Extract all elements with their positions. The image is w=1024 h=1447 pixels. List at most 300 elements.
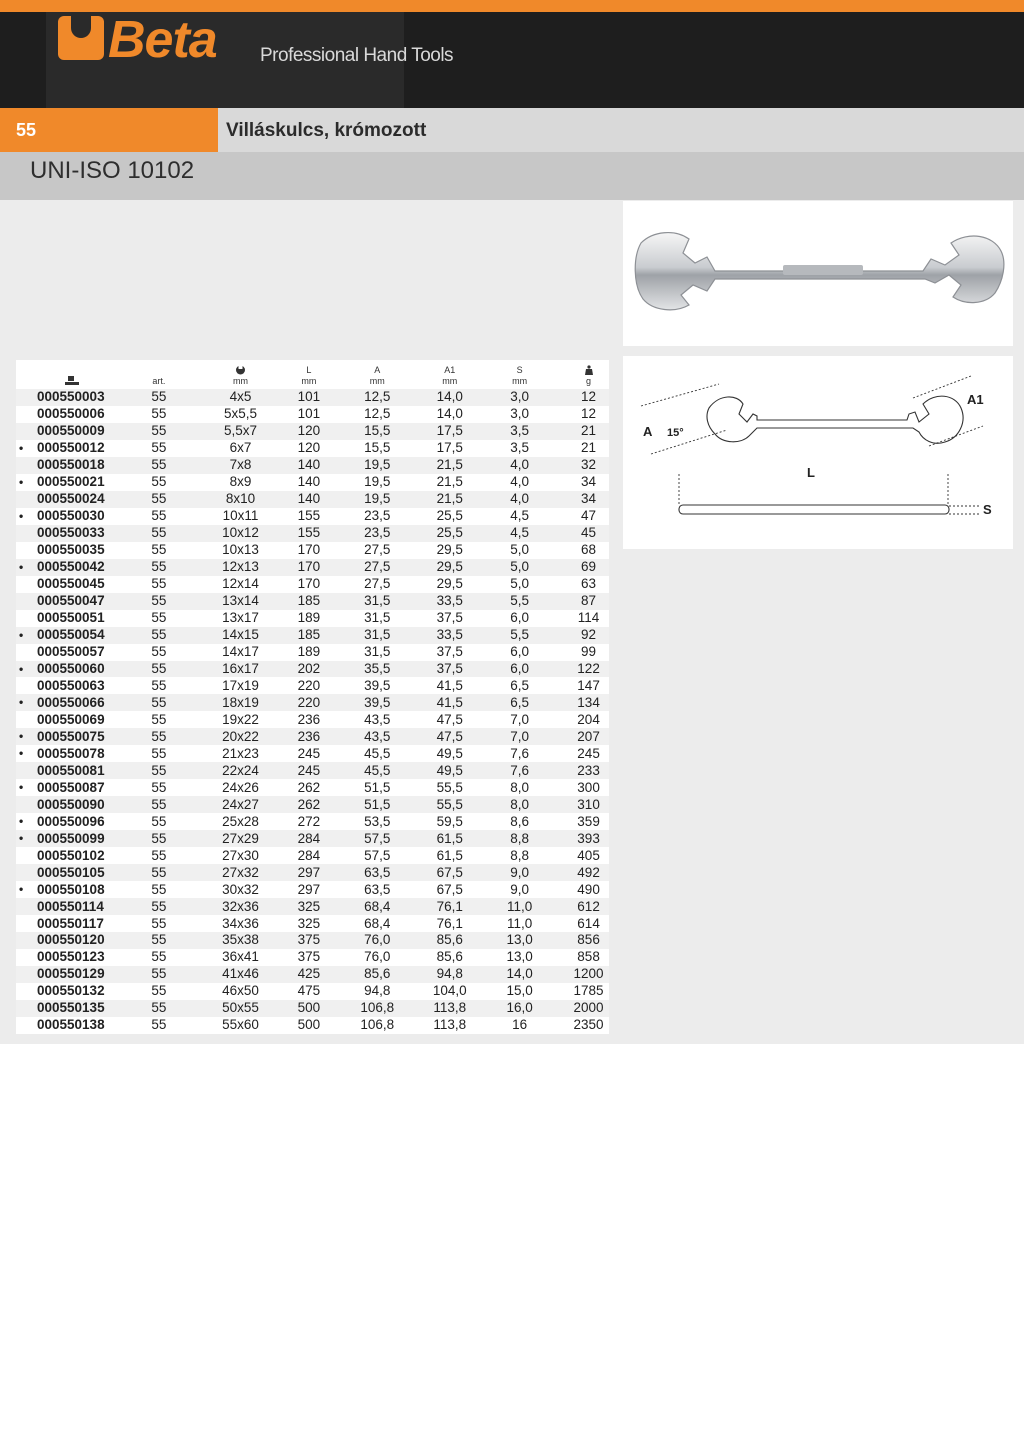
cell-code xyxy=(16,542,128,559)
cell-s: 9,0 xyxy=(471,864,568,881)
cell-size: 13x17 xyxy=(190,610,292,627)
item-code: 000550042 xyxy=(37,559,105,575)
cell-a: 63,5 xyxy=(326,864,428,881)
cell-a: 85,6 xyxy=(326,966,428,983)
cell-g: 393 xyxy=(568,830,609,847)
cell-code xyxy=(16,661,128,678)
catalog-number: 55 xyxy=(16,120,37,140)
cell-art: 55 xyxy=(128,847,189,864)
table-row xyxy=(16,1000,609,1017)
cell-code xyxy=(16,762,128,779)
cell-l: 375 xyxy=(292,932,327,949)
wrench-size-icon xyxy=(235,365,246,375)
cell-size: 8x9 xyxy=(190,474,292,491)
item-code: 000550045 xyxy=(37,576,105,592)
cell-art: 55 xyxy=(128,542,189,559)
cell-l: 140 xyxy=(292,474,327,491)
cell-s: 6,0 xyxy=(471,644,568,661)
cell-a: 39,5 xyxy=(326,694,428,711)
cell-size: 41x46 xyxy=(190,966,292,983)
cell-art: 55 xyxy=(128,440,189,457)
cell-g: 99 xyxy=(568,644,609,661)
cell-g: 300 xyxy=(568,779,609,796)
cell-size: 14x15 xyxy=(190,627,292,644)
cell-l: 272 xyxy=(292,813,327,830)
cell-l: 297 xyxy=(292,864,327,881)
cell-a1: 37,5 xyxy=(428,644,471,661)
cell-size: 19x22 xyxy=(190,711,292,728)
cell-l: 475 xyxy=(292,983,327,1000)
cell-s: 3,0 xyxy=(471,406,568,423)
cell-art: 55 xyxy=(128,593,189,610)
cell-a: 31,5 xyxy=(326,644,428,661)
table-row xyxy=(16,949,609,966)
item-code: 000550096 xyxy=(37,813,105,829)
cell-size: 14x17 xyxy=(190,644,292,661)
cell-a1: 94,8 xyxy=(428,966,471,983)
cell-s: 3,0 xyxy=(471,389,568,406)
bullet-icon: • xyxy=(19,627,24,642)
cell-code xyxy=(16,1000,128,1017)
cell-g: 2000 xyxy=(568,1000,609,1017)
cell-a1: 49,5 xyxy=(428,745,471,762)
cell-a1: 55,5 xyxy=(428,779,471,796)
cell-s: 4,0 xyxy=(471,491,568,508)
cell-g: 122 xyxy=(568,661,609,678)
cell-art: 55 xyxy=(128,576,189,593)
cell-code xyxy=(16,610,128,627)
cell-s: 6,0 xyxy=(471,610,568,627)
table-row xyxy=(16,728,609,745)
cell-code xyxy=(16,389,128,406)
cell-a: 23,5 xyxy=(326,525,428,542)
cell-size: 24x27 xyxy=(190,796,292,813)
cell-a: 27,5 xyxy=(326,542,428,559)
cell-art: 55 xyxy=(128,677,189,694)
cell-a: 63,5 xyxy=(326,881,428,898)
bullet-icon: • xyxy=(19,508,24,523)
cell-s: 4,0 xyxy=(471,457,568,474)
cell-a1: 59,5 xyxy=(428,813,471,830)
cell-a: 31,5 xyxy=(326,610,428,627)
item-code: 000550066 xyxy=(37,694,105,710)
cell-art: 55 xyxy=(128,932,189,949)
cell-s: 4,5 xyxy=(471,525,568,542)
col-l-header: L mm xyxy=(301,365,317,386)
cell-size: 36x41 xyxy=(190,949,292,966)
cell-art: 55 xyxy=(128,559,189,576)
cell-s: 13,0 xyxy=(471,932,568,949)
bullet-icon: • xyxy=(19,695,24,710)
col-size-header: mm xyxy=(190,360,292,389)
cell-code xyxy=(16,525,128,542)
cell-a: 27,5 xyxy=(326,576,428,593)
bullet-icon: • xyxy=(19,780,24,795)
table-row xyxy=(16,491,609,508)
cell-art: 55 xyxy=(128,949,189,966)
cell-size: 18x19 xyxy=(190,694,292,711)
item-code: 000550090 xyxy=(37,796,105,812)
weight-icon xyxy=(585,365,593,375)
table-row xyxy=(16,864,609,881)
cell-code xyxy=(16,677,128,694)
cell-art: 55 xyxy=(128,728,189,745)
cell-g: 92 xyxy=(568,627,609,644)
item-code: 000550114 xyxy=(37,898,104,914)
cell-art: 55 xyxy=(128,966,189,983)
dim-a-label: A xyxy=(643,424,653,439)
item-code: 000550087 xyxy=(37,779,105,795)
cell-art: 55 xyxy=(128,711,189,728)
cell-art: 55 xyxy=(128,474,189,491)
cell-g: 490 xyxy=(568,881,609,898)
cell-art: 55 xyxy=(128,694,189,711)
cell-size: 4x5 xyxy=(190,389,292,406)
cell-s: 8,6 xyxy=(471,813,568,830)
cell-code xyxy=(16,474,128,491)
cell-a: 106,8 xyxy=(326,1017,428,1034)
cell-s: 5,0 xyxy=(471,559,568,576)
cell-a: 12,5 xyxy=(326,406,428,423)
cell-s: 7,6 xyxy=(471,745,568,762)
cell-a: 19,5 xyxy=(326,491,428,508)
cell-art: 55 xyxy=(128,457,189,474)
cell-size: 5,5x7 xyxy=(190,423,292,440)
cell-size: 13x14 xyxy=(190,593,292,610)
cell-g: 856 xyxy=(568,932,609,949)
technical-drawing xyxy=(623,356,1013,549)
cell-l: 425 xyxy=(292,966,327,983)
cell-a1: 85,6 xyxy=(428,949,471,966)
cell-l: 170 xyxy=(292,542,327,559)
cell-l: 120 xyxy=(292,423,327,440)
table-row xyxy=(16,915,609,932)
bullet-icon: • xyxy=(19,882,24,897)
cell-size: 27x29 xyxy=(190,830,292,847)
cell-code xyxy=(16,966,128,983)
col-code-header xyxy=(16,360,128,389)
wrench-dimension-diagram xyxy=(623,356,1013,549)
cell-size: 21x23 xyxy=(190,745,292,762)
bullet-icon: • xyxy=(19,440,24,455)
cell-s: 5,5 xyxy=(471,627,568,644)
cell-s: 5,0 xyxy=(471,542,568,559)
cell-code xyxy=(16,423,128,440)
cell-l: 262 xyxy=(292,779,327,796)
cell-size: 24x26 xyxy=(190,779,292,796)
table-row xyxy=(16,966,609,983)
wrench-photo-icon xyxy=(623,201,1013,346)
col-s-header: S mm xyxy=(512,365,528,386)
cell-l: 245 xyxy=(292,762,327,779)
item-code: 000550009 xyxy=(37,423,105,439)
cell-size: 10x12 xyxy=(190,525,292,542)
cell-size: 20x22 xyxy=(190,728,292,745)
cell-art: 55 xyxy=(128,864,189,881)
cell-l: 140 xyxy=(292,491,327,508)
cell-g: 32 xyxy=(568,457,609,474)
item-code: 000550047 xyxy=(37,593,105,609)
cell-art: 55 xyxy=(128,983,189,1000)
item-code: 000550006 xyxy=(37,406,105,422)
table-row xyxy=(16,644,609,661)
item-code: 000550018 xyxy=(37,457,105,473)
table-row xyxy=(16,881,609,898)
brand-tagline: Professional Hand Tools xyxy=(260,45,454,66)
item-code: 000550003 xyxy=(37,389,105,405)
cell-s: 14,0 xyxy=(471,966,568,983)
cell-l: 220 xyxy=(292,694,327,711)
cell-a1: 47,5 xyxy=(428,728,471,745)
cell-code xyxy=(16,559,128,576)
cell-s: 7,0 xyxy=(471,728,568,745)
cell-g: 34 xyxy=(568,491,609,508)
cell-a1: 29,5 xyxy=(428,542,471,559)
cell-a: 106,8 xyxy=(326,1000,428,1017)
cell-g: 63 xyxy=(568,576,609,593)
cell-l: 297 xyxy=(292,881,327,898)
cell-art: 55 xyxy=(128,389,189,406)
cell-a1: 104,0 xyxy=(428,983,471,1000)
cell-code xyxy=(16,627,128,644)
cell-code xyxy=(16,440,128,457)
cell-l: 101 xyxy=(292,389,327,406)
cell-a: 27,5 xyxy=(326,559,428,576)
cell-a: 45,5 xyxy=(326,762,428,779)
cell-g: 245 xyxy=(568,745,609,762)
cell-s: 9,0 xyxy=(471,881,568,898)
cell-code xyxy=(16,864,128,881)
bullet-icon: • xyxy=(19,831,24,846)
cell-a: 57,5 xyxy=(326,847,428,864)
cell-l: 140 xyxy=(292,457,327,474)
table-row xyxy=(16,796,609,813)
cell-size: 16x17 xyxy=(190,661,292,678)
cell-l: 155 xyxy=(292,525,327,542)
col-a-header: A mm xyxy=(369,365,385,386)
cell-l: 185 xyxy=(292,627,327,644)
cell-a: 43,5 xyxy=(326,711,428,728)
cell-a1: 33,5 xyxy=(428,593,471,610)
cell-a1: 21,5 xyxy=(428,491,471,508)
cell-g: 614 xyxy=(568,915,609,932)
table-row xyxy=(16,576,609,593)
cell-size: 5x5,5 xyxy=(190,406,292,423)
item-code: 000550102 xyxy=(37,847,105,863)
cell-a1: 85,6 xyxy=(428,932,471,949)
cell-g: 12 xyxy=(568,389,609,406)
item-code: 000550132 xyxy=(37,983,105,999)
cell-size: 50x55 xyxy=(190,1000,292,1017)
cell-a: 68,4 xyxy=(326,898,428,915)
cell-l: 101 xyxy=(292,406,327,423)
table-row xyxy=(16,457,609,474)
cell-code xyxy=(16,898,128,915)
item-code: 000550117 xyxy=(37,915,104,931)
table-row xyxy=(16,694,609,711)
cell-s: 8,8 xyxy=(471,847,568,864)
table-row xyxy=(16,559,609,576)
cell-size: 8x10 xyxy=(190,491,292,508)
cell-code xyxy=(16,508,128,525)
cell-art: 55 xyxy=(128,1017,189,1034)
item-code: 000550024 xyxy=(37,491,105,507)
cell-l: 500 xyxy=(292,1017,327,1034)
table-row xyxy=(16,542,609,559)
cell-g: 114 xyxy=(568,610,609,627)
cell-s: 4,5 xyxy=(471,508,568,525)
table-header-row xyxy=(16,360,609,389)
table-row xyxy=(16,423,609,440)
cell-art: 55 xyxy=(128,525,189,542)
beta-logo-icon xyxy=(58,16,104,60)
cell-art: 55 xyxy=(128,508,189,525)
bullet-icon: • xyxy=(19,559,24,574)
table-row xyxy=(16,406,609,423)
table-row xyxy=(16,474,609,491)
cell-l: 262 xyxy=(292,796,327,813)
cell-l: 245 xyxy=(292,745,327,762)
col-weight-header: g xyxy=(568,360,609,389)
cell-a1: 41,5 xyxy=(428,677,471,694)
col-art-header: art. xyxy=(152,376,166,386)
cell-a: 15,5 xyxy=(326,423,428,440)
cell-a1: 61,5 xyxy=(428,847,471,864)
cell-size: 22x24 xyxy=(190,762,292,779)
cell-g: 207 xyxy=(568,728,609,745)
cell-a1: 14,0 xyxy=(428,406,471,423)
cell-g: 359 xyxy=(568,813,609,830)
cell-a: 35,5 xyxy=(326,661,428,678)
cell-code xyxy=(16,779,128,796)
cell-size: 35x38 xyxy=(190,932,292,949)
cell-code xyxy=(16,881,128,898)
cell-s: 6,5 xyxy=(471,694,568,711)
cell-g: 68 xyxy=(568,542,609,559)
table-row xyxy=(16,389,609,406)
cell-a: 12,5 xyxy=(326,389,428,406)
table-row xyxy=(16,898,609,915)
cell-g: 233 xyxy=(568,762,609,779)
cell-art: 55 xyxy=(128,661,189,678)
cell-size: 17x19 xyxy=(190,677,292,694)
item-code: 000550123 xyxy=(37,949,105,965)
item-code: 000550081 xyxy=(37,762,105,778)
cell-code xyxy=(16,796,128,813)
dim-a1-label: A1 xyxy=(967,392,984,407)
item-code: 000550135 xyxy=(37,1000,105,1016)
cell-a1: 67,5 xyxy=(428,881,471,898)
cell-code xyxy=(16,847,128,864)
cell-g: 21 xyxy=(568,423,609,440)
item-code: 000550099 xyxy=(37,830,105,846)
item-code: 000550063 xyxy=(37,677,105,693)
cell-a: 94,8 xyxy=(326,983,428,1000)
cell-g: 12 xyxy=(568,406,609,423)
item-code: 000550054 xyxy=(37,627,105,643)
cell-code xyxy=(16,406,128,423)
table-row xyxy=(16,745,609,762)
cell-a: 31,5 xyxy=(326,593,428,610)
cell-a1: 37,5 xyxy=(428,610,471,627)
cell-art: 55 xyxy=(128,779,189,796)
dim-angle-label: 15° xyxy=(667,427,684,439)
cell-a1: 37,5 xyxy=(428,661,471,678)
cell-art: 55 xyxy=(128,762,189,779)
cell-a1: 14,0 xyxy=(428,389,471,406)
cell-a: 76,0 xyxy=(326,932,428,949)
cell-art: 55 xyxy=(128,644,189,661)
item-code: 000550105 xyxy=(37,864,105,880)
cell-a: 57,5 xyxy=(326,830,428,847)
item-code: 000550138 xyxy=(37,1017,105,1033)
cell-a1: 21,5 xyxy=(428,474,471,491)
cell-s: 13,0 xyxy=(471,949,568,966)
cell-a: 15,5 xyxy=(326,440,428,457)
cell-code xyxy=(16,491,128,508)
cell-g: 147 xyxy=(568,677,609,694)
cell-size: 34x36 xyxy=(190,915,292,932)
cell-code xyxy=(16,1017,128,1034)
cell-code xyxy=(16,813,128,830)
item-code: 000550120 xyxy=(37,932,105,948)
cell-g: 310 xyxy=(568,796,609,813)
bullet-icon: • xyxy=(19,729,24,744)
table-row xyxy=(16,627,609,644)
cell-art: 55 xyxy=(128,491,189,508)
cell-a: 51,5 xyxy=(326,796,428,813)
item-code: 000550108 xyxy=(37,881,105,897)
cell-l: 375 xyxy=(292,949,327,966)
bullet-icon: • xyxy=(19,746,24,761)
cell-s: 15,0 xyxy=(471,983,568,1000)
cell-code xyxy=(16,576,128,593)
cell-s: 7,0 xyxy=(471,711,568,728)
item-code: 000550075 xyxy=(37,728,105,744)
cell-l: 236 xyxy=(292,711,327,728)
cell-s: 3,5 xyxy=(471,440,568,457)
cell-a1: 17,5 xyxy=(428,423,471,440)
cell-l: 500 xyxy=(292,1000,327,1017)
cell-s: 8,8 xyxy=(471,830,568,847)
cell-a: 39,5 xyxy=(326,677,428,694)
cell-size: 27x32 xyxy=(190,864,292,881)
code-icon xyxy=(65,376,79,386)
cell-a: 19,5 xyxy=(326,474,428,491)
cell-l: 236 xyxy=(292,728,327,745)
cell-a1: 17,5 xyxy=(428,440,471,457)
cell-art: 55 xyxy=(128,830,189,847)
cell-a1: 76,1 xyxy=(428,898,471,915)
item-code: 000550057 xyxy=(37,644,105,660)
cell-a: 68,4 xyxy=(326,915,428,932)
table-row xyxy=(16,440,609,457)
table-row xyxy=(16,525,609,542)
cell-l: 155 xyxy=(292,508,327,525)
table-row xyxy=(16,508,609,525)
cell-s: 16 xyxy=(471,1017,568,1034)
cell-code xyxy=(16,830,128,847)
cell-code xyxy=(16,711,128,728)
cell-code xyxy=(16,932,128,949)
cell-size: 12x13 xyxy=(190,559,292,576)
product-table xyxy=(16,360,609,1034)
cell-art: 55 xyxy=(128,423,189,440)
bullet-icon: • xyxy=(19,814,24,829)
cell-size: 10x11 xyxy=(190,508,292,525)
item-code: 000550033 xyxy=(37,525,105,541)
cell-s: 8,0 xyxy=(471,796,568,813)
